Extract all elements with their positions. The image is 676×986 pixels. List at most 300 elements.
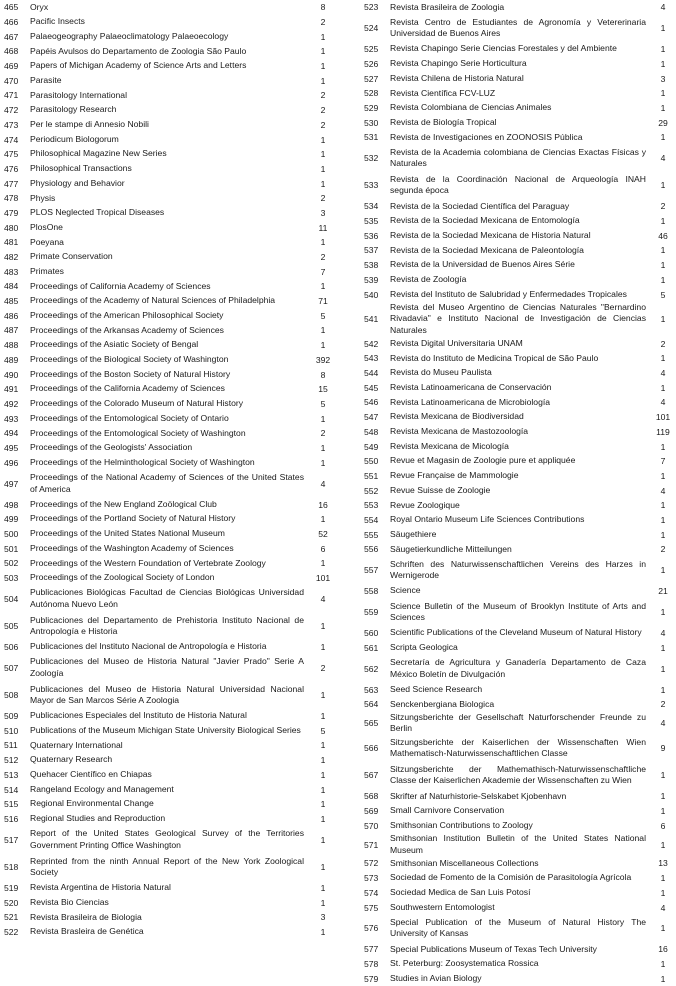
journal-title: Proceedings of the Entomological Society of Washington [30, 427, 246, 438]
table-row [357, 145, 676, 172]
record-count: 4 [660, 368, 666, 379]
record-count: 8 [320, 369, 326, 380]
table-row [0, 279, 338, 294]
journal-title: Sitzungsberichte der Kaiserlichen der Wissenschaften Wien Mathematisch-Naturwissenschaftlichen Classe [390, 736, 646, 759]
record-count: 1 [320, 340, 326, 351]
record-count: 2 [320, 193, 326, 204]
row-number: 467 [4, 31, 19, 42]
record-count: 7 [660, 456, 666, 467]
row-number: 500 [4, 528, 19, 539]
record-count: 4 [660, 153, 666, 164]
record-count: 4 [660, 485, 666, 496]
row-number: 548 [364, 426, 379, 437]
journal-title: Proceedings of the Colorado Museum of Natural History [30, 398, 244, 409]
table-row [357, 957, 676, 972]
record-count: 1 [320, 31, 326, 42]
table-row [0, 397, 338, 412]
row-number: 486 [4, 310, 19, 321]
row-number: 509 [4, 711, 19, 722]
row-number: 543 [364, 353, 379, 364]
table-row [357, 599, 676, 626]
journal-title: Periodicum Biologorum [30, 133, 119, 144]
journal-title: Per le stampe di Annesio Nobili [30, 119, 149, 130]
journal-title: Quaternary International [30, 739, 123, 750]
table-row [357, 557, 676, 584]
table-row [0, 73, 338, 88]
row-number: 497 [4, 478, 19, 489]
row-number: 541 [364, 314, 379, 325]
record-count: 101 [315, 572, 331, 583]
record-count: 46 [658, 230, 668, 241]
table-row [357, 682, 676, 697]
row-number: 553 [364, 500, 379, 511]
row-number: 534 [364, 201, 379, 212]
row-number: 562 [364, 663, 379, 674]
table-row [357, 942, 676, 957]
journal-title: Small Carnivore Conservation [390, 805, 505, 816]
record-count: 3 [320, 207, 326, 218]
record-count: 21 [658, 586, 668, 597]
table-row [0, 118, 338, 133]
record-count: 1 [660, 500, 666, 511]
row-number: 573 [364, 873, 379, 884]
right-column [357, 0, 676, 986]
table-row [357, 258, 676, 273]
journal-title: Revista Argentina de Historia Natural [30, 882, 171, 893]
table-row [357, 886, 676, 901]
table-row [0, 308, 338, 323]
journal-title: Rangeland Ecology and Management [30, 783, 174, 794]
row-number: 505 [4, 621, 19, 632]
journal-title: Revista Digital Universitaria UNAM [390, 337, 523, 348]
row-number: 554 [364, 514, 379, 525]
journal-title: Parasite [30, 75, 62, 86]
row-number: 540 [364, 289, 379, 300]
table-row [0, 103, 338, 118]
row-number: 474 [4, 134, 19, 145]
record-count: 1 [660, 245, 666, 256]
record-count: 1 [320, 163, 326, 174]
journal-title: Revista del Museo Argentino de Ciencias Naturales "Bernardino Rivadavia" e Instituto Nacional de Investigación de Ciencias Naturales [390, 301, 646, 335]
table-row [0, 585, 338, 612]
table-row [0, 613, 338, 640]
row-number: 495 [4, 442, 19, 453]
record-count: 1 [320, 621, 326, 632]
record-count: 1 [660, 873, 666, 884]
row-number: 498 [4, 499, 19, 510]
journal-title: Proceedings of the Zoological Society of London [30, 572, 215, 583]
table-row [357, 626, 676, 641]
table-row [0, 571, 338, 586]
record-count: 16 [318, 499, 328, 510]
journal-title: Revista Colombiana de Ciencias Animales [390, 102, 552, 113]
record-count: 2 [320, 90, 326, 101]
row-number: 471 [4, 90, 19, 101]
journal-title: St. Peterburg: Zoosystematica Rossica [390, 958, 539, 969]
journal-title: Revista Chapingo Serie Horticultura [390, 58, 527, 69]
row-number: 532 [364, 153, 379, 164]
record-count: 1 [660, 441, 666, 452]
row-number: 494 [4, 428, 19, 439]
table-row [357, 856, 676, 871]
table-row [357, 697, 676, 712]
table-row [357, 380, 676, 395]
row-number: 531 [364, 132, 379, 143]
record-count: 101 [655, 412, 671, 423]
row-number: 537 [364, 245, 379, 256]
journal-title: Southwestern Entomologist [390, 901, 495, 912]
row-number: 472 [4, 105, 19, 116]
journal-title: Sociedad de Fomento de la Comisión de Parasitología Agrícola [390, 872, 632, 883]
row-number: 530 [364, 117, 379, 128]
table-row [0, 29, 338, 44]
row-number: 469 [4, 61, 19, 72]
record-count: 1 [320, 834, 326, 845]
record-count: 1 [660, 887, 666, 898]
journal-title: Revista de la Academia colombiana de Ciencias Exactas Físicas y Naturales [390, 146, 646, 169]
table-row [0, 826, 338, 853]
row-number: 574 [364, 887, 379, 898]
record-count: 1 [320, 442, 326, 453]
row-number: 466 [4, 17, 19, 28]
record-count: 1 [660, 260, 666, 271]
table-row [357, 900, 676, 915]
table-row [0, 264, 338, 279]
record-count: 1 [320, 642, 326, 653]
table-row [0, 682, 338, 709]
record-count: 1 [320, 61, 326, 72]
journal-title: Revista Brasleira de Genética [30, 926, 144, 937]
table-row [0, 411, 338, 426]
journal-title: Revue Française de Mammologie [390, 470, 519, 481]
record-count: 119 [656, 426, 670, 437]
journal-title: Sociedad Medica de San Luis Potosí [390, 887, 531, 898]
table-row [0, 910, 338, 925]
record-count: 1 [660, 353, 666, 364]
record-count: 2 [660, 699, 666, 710]
row-number: 514 [4, 784, 19, 795]
journal-title: Revue et Magasin de Zoologie pure et appliquée [390, 455, 576, 466]
journal-title: Parasitology International [30, 89, 127, 100]
table-row [357, 101, 676, 116]
table-row [0, 294, 338, 309]
row-number: 561 [364, 642, 379, 653]
row-number: 493 [4, 413, 19, 424]
table-row [357, 469, 676, 484]
table-row [357, 15, 676, 42]
journal-title: Revista Mexicana de Micología [390, 440, 509, 451]
table-row [0, 738, 338, 753]
journal-title: Revista Mexicana de Mastozoología [390, 426, 529, 437]
row-number: 549 [364, 441, 379, 452]
row-number: 539 [364, 274, 379, 285]
table-row [0, 88, 338, 103]
record-count: 1 [660, 470, 666, 481]
row-number: 488 [4, 340, 19, 351]
record-count: 1 [660, 23, 666, 34]
record-count: 1 [660, 529, 666, 540]
table-row [0, 541, 338, 556]
row-number: 568 [364, 791, 379, 802]
record-count: 4 [660, 628, 666, 639]
record-count: 2 [320, 252, 326, 263]
table-row [357, 366, 676, 381]
journal-title: Sitzungsberichte der Gesellschaft Naturforschender Freunde zu Berlin [390, 711, 646, 734]
journal-title: Skrifter af Naturhistorie-Selskabet Kjobenhavn [390, 790, 567, 801]
record-count: 1 [660, 806, 666, 817]
table-row [0, 723, 338, 738]
journal-title: Proceedings of the California Academy of Sciences [30, 383, 225, 394]
row-number: 516 [4, 813, 19, 824]
journal-title: Säugetierkundliche Mitteilungen [390, 543, 512, 554]
table-row [0, 709, 338, 724]
journal-title: Revista Bio Ciencias [30, 896, 109, 907]
journal-title: Revista de la Sociedad Mexicana de Historia Natural [390, 230, 591, 241]
record-count: 13 [658, 858, 668, 869]
row-number: 579 [364, 973, 379, 984]
row-number: 521 [4, 912, 19, 923]
journal-title: Revista de Biología Tropical [390, 116, 497, 127]
row-number: 487 [4, 325, 19, 336]
journal-title: Publications of the Museum Michigan State University Biological Series [30, 725, 301, 736]
row-number: 529 [364, 102, 379, 113]
row-number: 560 [364, 628, 379, 639]
table-row [357, 214, 676, 229]
record-count: 1 [320, 75, 326, 86]
record-count: 1 [320, 740, 326, 751]
journal-title: Revista del Instituto de Salubridad y Enfermedades Tropicales [390, 288, 627, 299]
row-number: 525 [364, 44, 379, 55]
journal-title: Palaeogeography Palaeoclimatology Palaeoecology [30, 30, 229, 41]
row-number: 480 [4, 222, 19, 233]
table-row [357, 640, 676, 655]
journal-title: Pacific Insects [30, 16, 85, 27]
record-count: 2 [320, 17, 326, 28]
record-count: 1 [660, 216, 666, 227]
record-count: 5 [320, 398, 326, 409]
table-row [357, 804, 676, 819]
row-number: 511 [4, 740, 18, 751]
row-number: 483 [4, 266, 19, 277]
journal-title: Proceedings of the New England Zoölogical Club [30, 498, 217, 509]
row-number: 545 [364, 382, 379, 393]
record-count: 1 [320, 769, 326, 780]
journal-title: Philosophical Transactions [30, 163, 132, 174]
record-count: 1 [320, 134, 326, 145]
table-row [357, 273, 676, 288]
journal-title: Schriften des Naturwissenschaftlichen Vereins des Harzes in Wernigerode [390, 558, 646, 581]
journal-title: Revista de Zoología [390, 274, 467, 285]
row-number: 465 [4, 2, 19, 13]
record-count: 1 [320, 784, 326, 795]
record-count: 1 [660, 180, 666, 191]
row-number: 542 [364, 338, 379, 349]
table-row [0, 768, 338, 783]
record-count: 4 [660, 902, 666, 913]
table-row [357, 71, 676, 86]
table-row [357, 584, 676, 599]
journal-title: Primate Conservation [30, 251, 113, 262]
row-number: 551 [364, 470, 379, 481]
journal-title: Revista Latinoamericana de Microbiología [390, 396, 551, 407]
journal-title: Revista de la Universidad de Buenos Aires Série [390, 259, 575, 270]
row-number: 570 [364, 820, 379, 831]
journal-title: Royal Ontario Museum Life Sciences Contributions [390, 514, 585, 525]
row-number: 508 [4, 690, 19, 701]
row-number: 489 [4, 354, 19, 365]
record-count: 5 [320, 310, 326, 321]
table-row [357, 454, 676, 469]
journal-title: Publicaciones del Departamento de Prehistoria Instituto Nacional de Antropología e Historia [30, 614, 304, 637]
record-count: 6 [660, 820, 666, 831]
row-number: 492 [4, 398, 19, 409]
row-number: 479 [4, 207, 19, 218]
journal-title: Report of the United States Geological Survey of the Territories Government Printing Office Washington [30, 828, 304, 850]
row-number: 572 [364, 858, 379, 869]
journal-title: Proceedings of the Washington Academy of Sciences [30, 542, 234, 553]
table-row [0, 191, 338, 206]
record-count: 1 [660, 973, 666, 984]
journal-title: Physiology and Behavior [30, 177, 125, 188]
journal-title: Revista de Investigaciones en ZOONOSIS Pública [390, 131, 583, 142]
journal-title: Revista do Museu Paulista [390, 367, 492, 378]
table-row [0, 382, 338, 397]
table-row [0, 353, 338, 368]
record-count: 1 [320, 237, 326, 248]
record-count: 1 [660, 923, 666, 934]
journal-title: Science Bulletin of the Museum of Brooklyn Institute of Arts and Sciences [390, 600, 646, 623]
table-row [357, 0, 676, 15]
table-row [0, 235, 338, 250]
table-row [357, 172, 676, 199]
record-count: 4 [320, 593, 326, 604]
row-number: 569 [364, 806, 379, 817]
record-count: 1 [320, 882, 326, 893]
table-row [357, 395, 676, 410]
journal-title: Revista Chilena de Historia Natural [390, 72, 524, 83]
record-count: 3 [660, 73, 666, 84]
journal-title: PLOS Neglected Tropical Diseases [30, 207, 165, 218]
table-row [0, 162, 338, 177]
row-number: 491 [4, 384, 19, 395]
table-row [0, 881, 338, 896]
journal-title: Proceedings of the Entomological Society of Ontario [30, 412, 229, 423]
record-count: 1 [660, 770, 666, 781]
record-count: 1 [660, 839, 666, 850]
table-row [0, 323, 338, 338]
table-row [357, 410, 676, 425]
table-row [0, 925, 338, 940]
record-count: 9 [660, 743, 666, 754]
record-count: 1 [320, 862, 326, 873]
record-count: 1 [320, 927, 326, 938]
row-number: 477 [4, 178, 19, 189]
table-row [0, 640, 338, 655]
record-count: 2 [660, 201, 666, 212]
row-number: 481 [4, 237, 19, 248]
journal-title: Revista Mexicana de Biodiversidad [390, 411, 524, 422]
table-row [357, 915, 676, 942]
row-number: 550 [364, 456, 379, 467]
record-count: 3 [320, 912, 326, 923]
journal-title: Proceedings of the American Philosophical Society [30, 310, 224, 321]
record-count: 1 [320, 799, 326, 810]
row-number: 536 [364, 230, 379, 241]
row-number: 490 [4, 369, 19, 380]
record-count: 1 [320, 711, 326, 722]
row-number: 577 [364, 944, 379, 955]
journal-title: Special Publications Museum of Texas Tech University [390, 943, 597, 954]
record-count: 1 [660, 382, 666, 393]
table-row [357, 425, 676, 440]
record-count: 1 [660, 274, 666, 285]
journal-title: Regional Studies and Reproduction [30, 813, 166, 824]
journal-title: Proceedings of the Western Foundation of Vertebrate Zoology [30, 557, 266, 568]
journal-title: Revista de la Sociedad Mexicana de Entomología [390, 215, 580, 226]
record-count: 1 [320, 46, 326, 57]
table-row [0, 44, 338, 59]
record-count: 1 [320, 149, 326, 160]
row-number: 476 [4, 163, 19, 174]
journal-title: Papers of Michigan Academy of Science Arts and Letters [30, 60, 247, 71]
table-row [357, 199, 676, 214]
record-count: 2 [320, 105, 326, 116]
journal-title: Proceedings of the United States National Museum [30, 528, 225, 539]
table-row [357, 243, 676, 258]
journal-title: Revista do Instituto de Medicina Tropical de São Paulo [390, 352, 599, 363]
record-count: 1 [320, 514, 326, 525]
row-number: 555 [364, 529, 379, 540]
journal-title: Revista de la Sociedad Mexicana de Paleontología [390, 244, 584, 255]
record-count: 1 [320, 813, 326, 824]
record-count: 2 [660, 544, 666, 555]
table-row [357, 818, 676, 833]
record-count: 2 [320, 119, 326, 130]
journal-title: Revue Zoologique [390, 499, 460, 510]
table-row [0, 895, 338, 910]
row-number: 546 [364, 397, 379, 408]
row-number: 501 [4, 543, 19, 554]
table-row [0, 426, 338, 441]
journal-title: Reprinted from the ninth Annual Report of the New York Zoological Society [30, 855, 304, 878]
row-number: 510 [4, 725, 19, 736]
record-count: 1 [660, 663, 666, 674]
table-row [0, 206, 338, 221]
row-number: 522 [4, 927, 19, 938]
journal-title: Secretaría de Agricultura y Ganadería Departamento de Caza México Boletín de Divulgación [390, 657, 646, 679]
table-row [0, 59, 338, 74]
row-number: 557 [364, 565, 379, 576]
row-number: 478 [4, 193, 19, 204]
journal-title: PlosOne [30, 221, 63, 232]
record-count: 1 [320, 755, 326, 766]
record-count: 4 [320, 478, 326, 489]
table-row [0, 853, 338, 880]
journal-title: Physis [30, 192, 56, 203]
journal-title: Smithsonian Contributions to Zoology [390, 820, 533, 831]
journal-title: Proceedings of the Biological Society of Washington [30, 354, 229, 365]
table-row [357, 789, 676, 804]
row-number: 503 [4, 572, 19, 583]
row-number: 496 [4, 457, 19, 468]
record-count: 1 [660, 959, 666, 970]
table-row [357, 130, 676, 145]
record-count: 1 [660, 514, 666, 525]
table-row [0, 338, 338, 353]
table-row [357, 527, 676, 542]
record-count: 52 [318, 528, 328, 539]
table-row [357, 336, 676, 351]
